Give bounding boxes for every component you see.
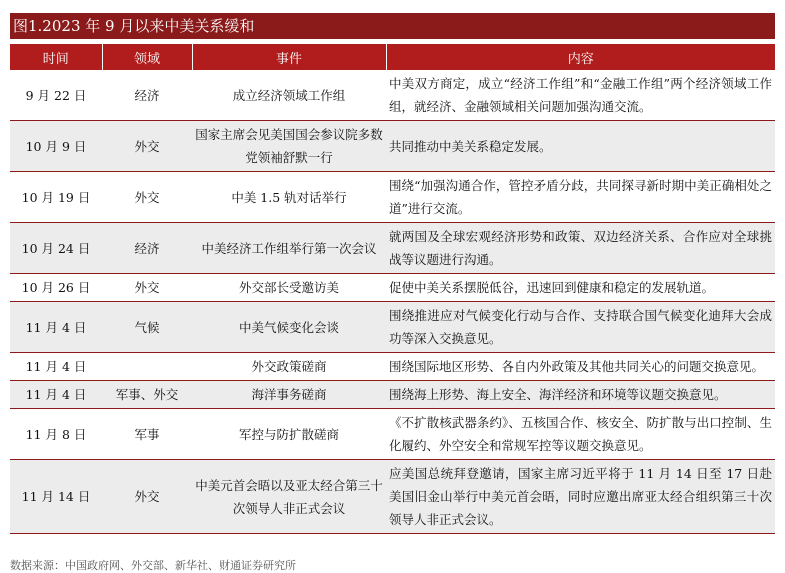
row-content: 中美双方商定，成立“经济工作组”和“金融工作组”两个经济领域工作组，就经济、金融领域相关问题加强沟通交流。 [386, 70, 775, 121]
table-row [10, 409, 775, 460]
row-event: 中美 1.5 轨对话举行 [192, 172, 386, 223]
row-time: 11 月 8 日 [10, 409, 102, 460]
header-time: 时间 [10, 44, 102, 70]
row-event: 中美经济工作组举行第一次会议 [192, 223, 386, 274]
row-time: 10 月 26 日 [10, 274, 102, 302]
table-header-row [10, 44, 775, 70]
row-field: 军事、外交 [102, 381, 192, 409]
header-field: 领域 [102, 44, 192, 70]
row-event: 外交部长受邀访美 [192, 274, 386, 302]
row-content: 围绕国际地区形势、各自内外政策及其他共同关心的问题交换意见。 [386, 353, 775, 381]
table-row [10, 223, 775, 274]
row-time: 11 月 4 日 [10, 353, 102, 381]
row-content: 《不扩散核武器条约》、五核国合作、核安全、防扩散与出口控制、生化履约、外空安全和常规军控等议题交换意见。 [386, 409, 775, 460]
row-content: 就两国及全球宏观经济形势和政策、双边经济关系、合作应对全球挑战等议题进行沟通。 [386, 223, 775, 274]
row-event: 军控与防扩散磋商 [192, 409, 386, 460]
figure-title: 图1.2023 年 9 月以来中美关系缓和 [10, 13, 775, 39]
row-content: 促使中美关系摆脱低谷，迅速回到健康和稳定的发展轨道。 [386, 274, 775, 302]
row-event: 国家主席会见美国国会参议院多数党领袖舒默一行 [192, 121, 386, 172]
row-field: 军事 [102, 409, 192, 460]
header-content: 内容 [386, 44, 775, 70]
row-field: 外交 [102, 121, 192, 172]
row-time: 9 月 22 日 [10, 70, 102, 121]
row-field: 经济 [102, 223, 192, 274]
row-field: 经济 [102, 70, 192, 121]
row-field: 外交 [102, 460, 192, 534]
table-row [10, 274, 775, 302]
row-field: 气候 [102, 302, 192, 353]
row-time: 11 月 4 日 [10, 381, 102, 409]
row-event: 外交政策磋商 [192, 353, 386, 381]
table-row [10, 121, 775, 172]
row-content: 应美国总统拜登邀请，国家主席习近平将于 11 月 14 日至 17 日赴美国旧金山举行中美元首会晤，同时应邀出席亚太经合组织第三十次领导人非正式会议。 [386, 460, 775, 534]
table-row [10, 302, 775, 353]
row-content: 共同推动中美关系稳定发展。 [386, 121, 775, 172]
header-event: 事件 [192, 44, 386, 70]
row-event: 成立经济领域工作组 [192, 70, 386, 121]
row-content: 围绕海上形势、海上安全、海洋经济和环境等议题交换意见。 [386, 381, 775, 409]
row-content: 围绕“加强沟通合作，管控矛盾分歧，共同探寻新时期中美正确相处之道”进行交流。 [386, 172, 775, 223]
row-event: 中美元首会晤以及亚太经合第三十次领导人非正式会议 [192, 460, 386, 534]
row-time: 10 月 9 日 [10, 121, 102, 172]
row-field: 外交 [102, 274, 192, 302]
row-time: 11 月 14 日 [10, 460, 102, 534]
table-row [10, 381, 775, 409]
events-table [10, 44, 775, 534]
table-row [10, 70, 775, 121]
table-row [10, 353, 775, 381]
row-field [102, 353, 192, 381]
row-time: 10 月 19 日 [10, 172, 102, 223]
row-time: 10 月 24 日 [10, 223, 102, 274]
row-time: 11 月 4 日 [10, 302, 102, 353]
row-field: 外交 [102, 172, 192, 223]
source-note: 数据来源：中国政府网、外交部、新华社、财通证券研究所 [10, 559, 296, 572]
table-row [10, 460, 775, 534]
row-event: 海洋事务磋商 [192, 381, 386, 409]
row-event: 中美气候变化会谈 [192, 302, 386, 353]
table-row [10, 172, 775, 223]
row-content: 围绕推进应对气候变化行动与合作、支持联合国气候变化迪拜大会成功等深入交换意见。 [386, 302, 775, 353]
